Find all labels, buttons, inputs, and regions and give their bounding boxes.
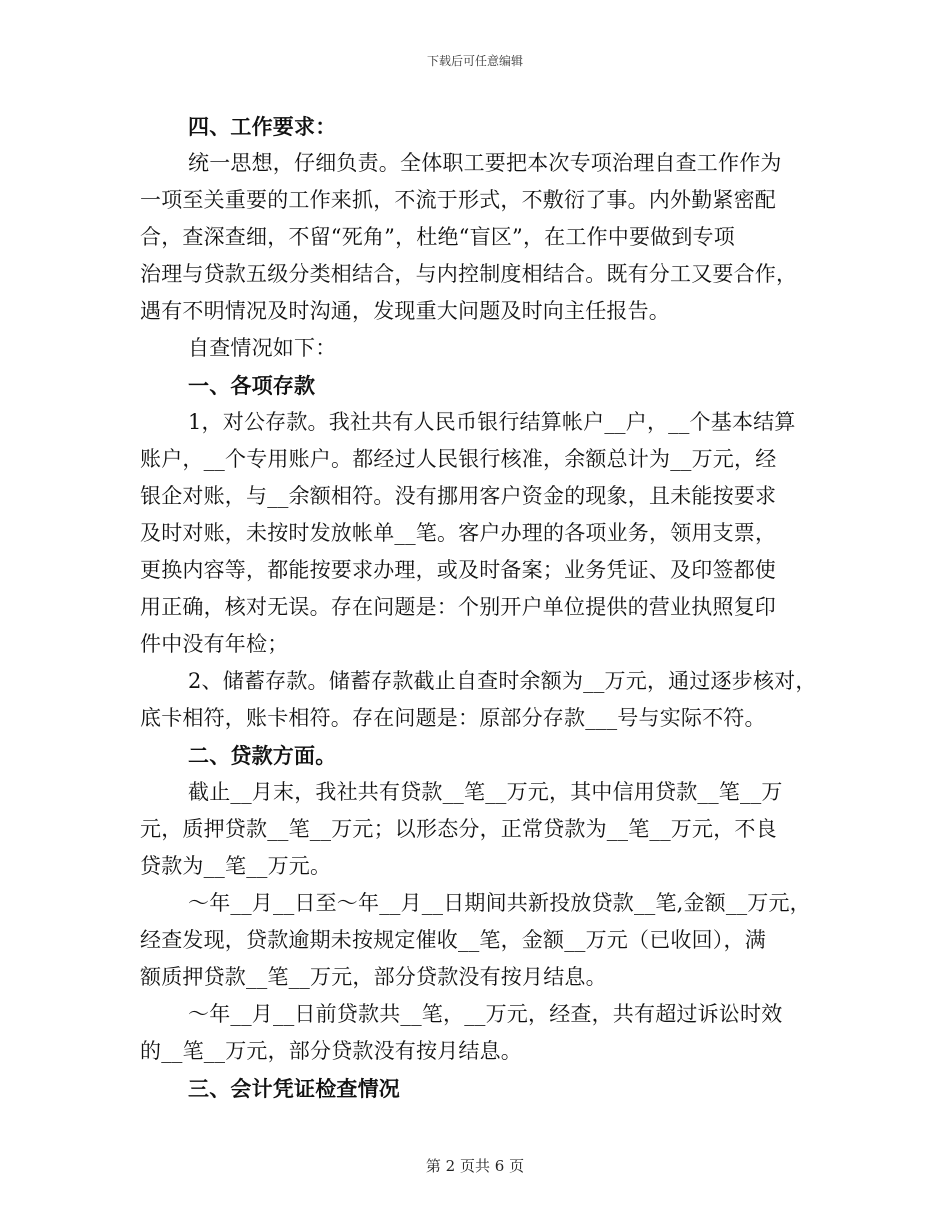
paragraph-line: 底卡相符，账卡相符。存在问题是：原部分存款___号与实际不符。: [140, 706, 766, 730]
paragraph-line: 额质押贷款__笔__万元，部分贷款没有按月结息。: [140, 965, 607, 989]
paragraph-line: 合，查深查细，不留“死角”，杜绝“盲区”，在工作中要做到专项: [140, 225, 735, 249]
paragraph-line: ～年__月__日至～年__月__日期间共新投放贷款__笔,金额__万元，: [188, 891, 811, 915]
paragraph-line: 贷款为__笔__万元。: [140, 854, 332, 878]
paragraph-line: 用正确，核对无误。存在问题是：个别开户单位提供的营业执照复印: [140, 595, 776, 619]
paragraph-line: 及时对账，未按时发放帐单__笔。客户办理的各项业务，领用支票，: [140, 521, 777, 545]
section-heading: 二、贷款方面。: [188, 743, 337, 768]
paragraph-line: 统一思想，仔细负责。全体职工要把本次专项治理自查工作作为: [188, 151, 782, 175]
paragraph-line: 的__笔__万元，部分贷款没有按月结息。: [140, 1039, 522, 1063]
paragraph-line: 更换内容等，都能按要求办理，或及时备案；业务凭证、及印签都使: [140, 558, 776, 582]
paragraph-line: 一项至关重要的工作来抓，不流于形式，不敷衍了事。内外勤紧密配: [140, 188, 776, 212]
page-number: 第 2 页共 6 页: [425, 1157, 525, 1175]
paragraph-line: 2、储蓄存款。储蓄存款截止自查时余额为__万元，通过逐步核对，: [188, 669, 817, 693]
paragraph-line: 银企对账，与__余额相符。没有挪用客户资金的现象，且未能按要求: [140, 484, 777, 508]
paragraph-line: 治理与贷款五级分类相结合，与内控制度相结合。既有分工又要合作，: [140, 262, 798, 286]
paragraph-line: 遇有不明情况及时沟通，发现重大问题及时向主任报告。: [140, 299, 670, 323]
paragraph-line: ～年__月__日前贷款共__笔，__万元，经查，共有超过诉讼时效: [188, 1002, 783, 1026]
paragraph-line: 1，对公存款。我社共有人民币银行结算帐户__户，__个基本结算: [188, 410, 796, 434]
paragraph-line: 元，质押贷款__笔__万元；以形态分，正常贷款为__笔__万元，不良: [140, 817, 777, 841]
section-heading: 四、工作要求：: [188, 114, 337, 139]
paragraph-line: 自查情况如下：: [188, 336, 337, 360]
section-heading: 一、各项存款: [188, 373, 316, 398]
paragraph-line: 件中没有年检；: [140, 632, 289, 656]
paragraph-line: 账户，__个专用账户。都经过人民银行核准，余额总计为__万元，经: [140, 447, 777, 471]
page-header: 下载后可任意编辑: [426, 54, 523, 68]
section-heading: 三、会计凭证检查情况: [188, 1076, 400, 1101]
document-body: [140, 108, 824, 1107]
paragraph-line: 截止__月末，我社共有贷款__笔__万元，其中信用贷款__笔__万: [188, 780, 783, 804]
paragraph-line: 经查发现，贷款逾期未按规定催收__笔，金额__万元（已收回），满: [140, 928, 766, 952]
